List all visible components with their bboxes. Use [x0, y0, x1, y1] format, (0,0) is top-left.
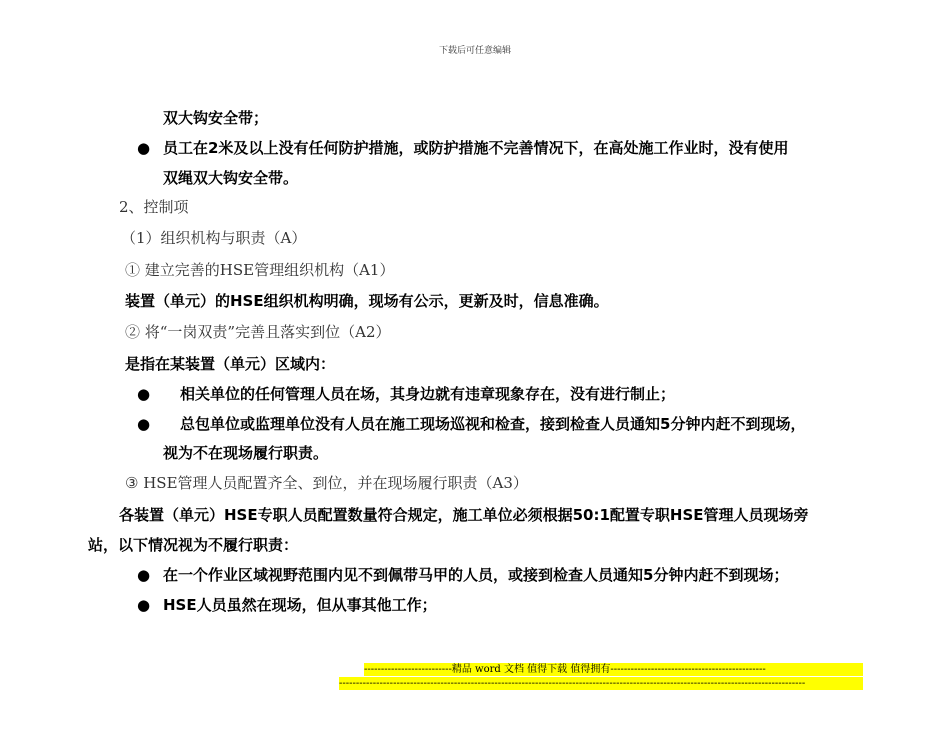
bullet-icon: ●: [137, 415, 151, 433]
item-heading: ② 将“一岗双责”完善且落实到位（A2）: [125, 323, 391, 341]
text-line: 站，以下情况视为不履行职责：: [88, 536, 299, 554]
item-heading: ① 建立完善的HSE管理组织机构（A1）: [125, 261, 395, 279]
text-line: 在一个作业区域视野范围内见不到佩带马甲的人员，或接到检查人员通知5分钟内赶不到现场；: [163, 566, 789, 584]
footer-banner-line: --------------------------精品 word 文档 值得下载 值得拥有----------------------------------------------: [364, 663, 863, 676]
text-line: HSE人员虽然在现场，但从事其他工作；: [163, 596, 437, 614]
footer-banner-line: ------------------------------------------------------------------------------------------------------------------------------------------: [339, 677, 863, 690]
text-line: 总包单位或监理单位没有人员在施工现场巡视和检查，接到检查人员通知5分钟内赶不到现场，: [180, 415, 806, 433]
text-line: 装置（单元）的HSE组织机构明确，现场有公示，更新及时，信息准确。: [125, 292, 609, 310]
page-header-note: 下载后可任意编辑: [438, 46, 511, 56]
text-line: 双大钩安全带；: [163, 109, 269, 127]
text-line: 是指在某装置（单元）区域内：: [125, 355, 336, 373]
text-line: 视为不在现场履行职责。: [163, 444, 329, 462]
section-heading: 2、控制项: [119, 198, 189, 216]
text-line: 各装置（单元）HSE专职人员配置数量符合规定，施工单位必须根据50:1配置专职HSE管理人员现场旁: [119, 506, 809, 524]
subsection-heading: （1）组织机构与职责（A）: [121, 229, 307, 247]
text-line: 相关单位的任何管理人员在场，其身边就有违章现象存在，没有进行制止；: [180, 385, 676, 403]
item-heading: ③ HSE管理人员配置齐全、到位，并在现场履行职责（A3）: [125, 474, 528, 492]
text-line: 双绳双大钩安全带。: [163, 169, 299, 187]
bullet-icon: ●: [137, 596, 151, 614]
bullet-icon: ●: [137, 385, 151, 403]
bullet-icon: ●: [137, 139, 151, 157]
bullet-icon: ●: [137, 566, 151, 584]
text-line: 员工在2米及以上没有任何防护措施，或防护措施不完善情况下，在高处施工作业时，没有使用: [163, 139, 789, 157]
